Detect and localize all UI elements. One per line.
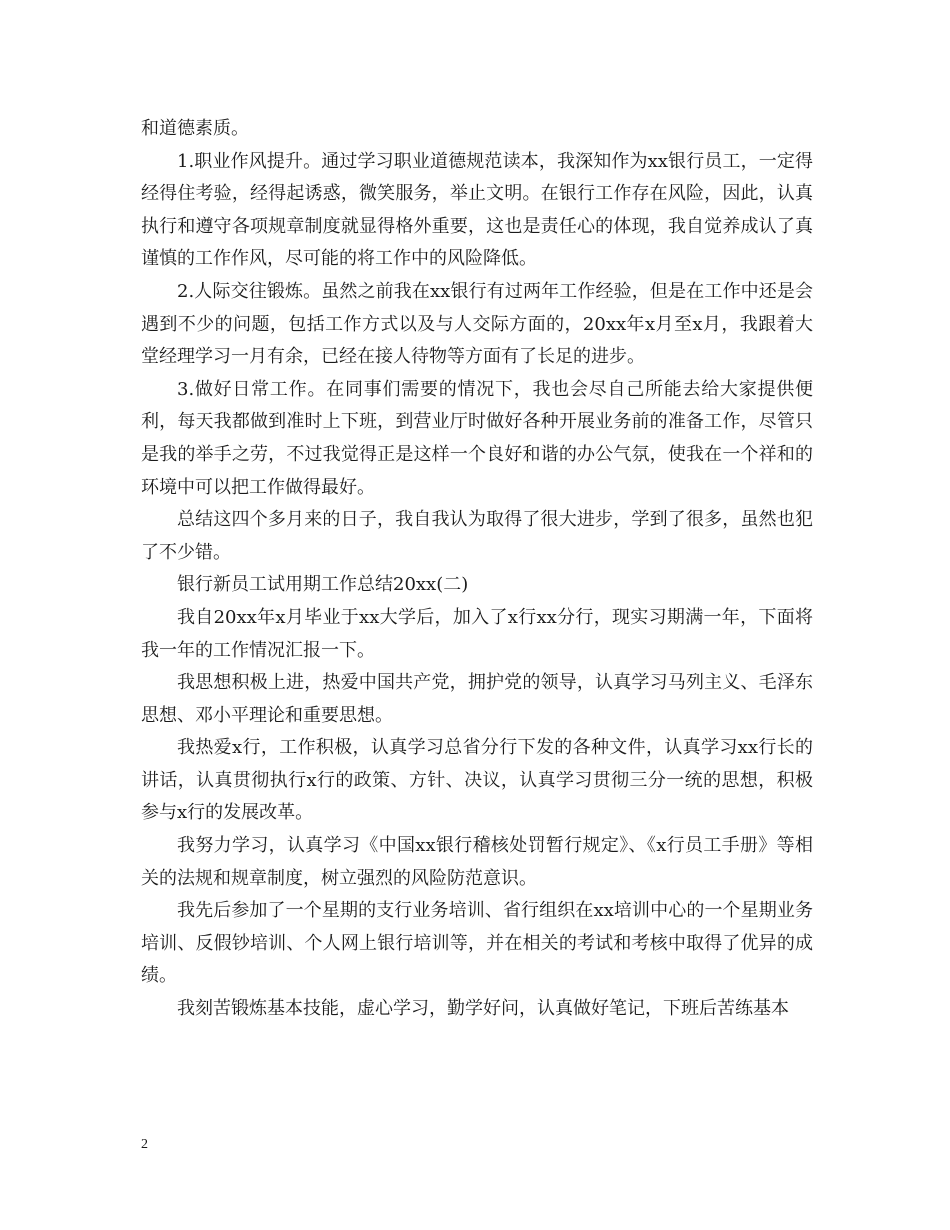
paragraph: 和道德素质。 bbox=[141, 118, 249, 139]
paragraph: 总结这四个多月来的日子，我自我认为取得了很大进步，学到了很多，虽然也犯了不少错。 bbox=[141, 509, 813, 563]
paragraph: 我努力学习，认真学习《中国xx银行稽核处罚暂行规定》、《x行员工手册》等相关的法规和规章制度，树立强烈的风险防范意识。 bbox=[141, 835, 813, 889]
paragraph: 2.人际交往锻炼。虽然之前我在xx银行有过两年工作经验，但是在工作中还是会遇到不少的问题，包括工作方式以及与人交际方面的，20xx年x月至x月，我跟着大堂经理学习一月有余，已经在接人待物等方面有了长足的进步。 bbox=[141, 280, 813, 368]
paragraph: 我热爱x行，工作积极，认真学习总省分行下发的各种文件，认真学习xx行长的讲话，认真贯彻执行x行的政策、方针、决议，认真学习贯彻三分一统的思想，积极参与x行的发展改革。 bbox=[141, 737, 813, 824]
page-number: 2 bbox=[141, 1137, 148, 1152]
paragraph: 我自20xx年x月毕业于xx大学后，加入了x行xx分行，现实习期满一年，下面将我一年的工作情况汇报一下。 bbox=[141, 606, 813, 661]
paragraph: 3.做好日常工作。在同事们需要的情况下，我也会尽自己所能去给大家提供便利，每天我都做到准时上下班，到营业厅时做好各种开展业务前的准备工作，尽管只是我的举手之劳，不过我觉得正是这样一个良好和谐的办公气氛，使我在一个祥和的环境中可以把工作做得最好。 bbox=[141, 378, 813, 498]
paragraph: 1.职业作风提升。通过学习职业道德规范读本，我深知作为xx银行员工，一定得经得住考验，经得起诱惑，微笑服务，举止文明。在银行工作存在风险，因此，认真执行和遵守各项规章制度就显得格外重要，这也是责任心的体现，我自觉养成认了真谨慎的工作作风，尽可能的将工作中的风险降低。 bbox=[141, 150, 813, 270]
paragraph: 我思想积极上进，热爱中国共产党，拥护党的领导，认真学习马列主义、毛泽东思想、邓小平理论和重要思想。 bbox=[141, 672, 813, 726]
section-heading: 银行新员工试用期工作总结20xx(二) bbox=[177, 574, 469, 596]
document-body bbox=[141, 113, 813, 1026]
paragraph: 我先后参加了一个星期的支行业务培训、省行组织在xx培训中心的一个星期业务培训、反假钞培训、个人网上银行培训等，并在相关的考试和考核中取得了优异的成绩。 bbox=[141, 900, 813, 987]
paragraph: 我刻苦锻炼基本技能，虚心学习，勤学好问，认真做好笔记，下班后苦练基本 bbox=[177, 998, 789, 1020]
